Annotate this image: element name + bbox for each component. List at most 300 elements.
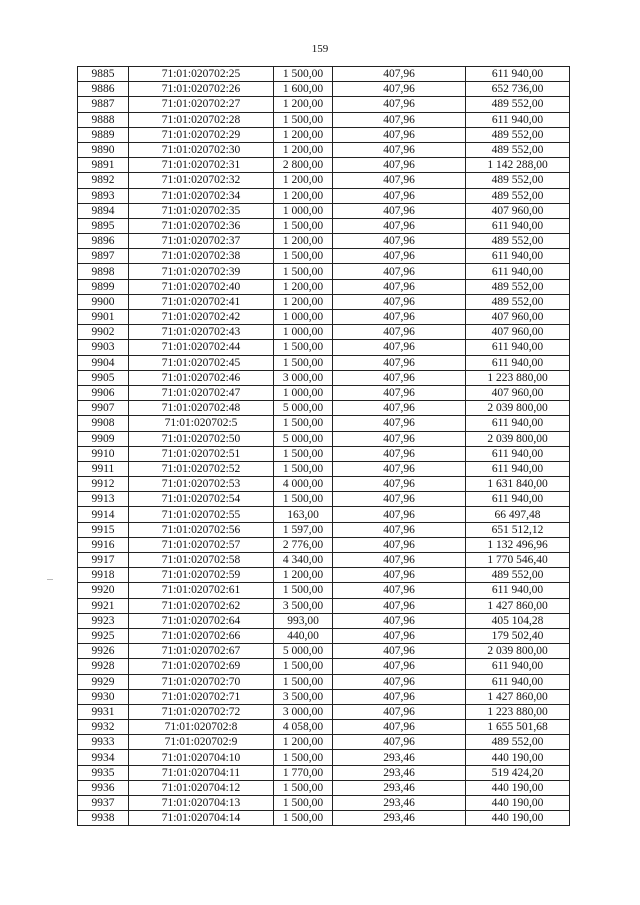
cadastral-number-cell: 71:01:020702:47 (129, 385, 274, 400)
area-cell: 1 500,00 (274, 264, 333, 279)
specific-value-cell: 407,96 (333, 385, 466, 400)
cadastral-value-cell: 489 552,00 (466, 127, 570, 142)
cadastral-value-cell: 489 552,00 (466, 568, 570, 583)
specific-value-cell: 407,96 (333, 598, 466, 613)
row-number-cell: 9915 (78, 522, 129, 537)
specific-value-cell: 407,96 (333, 67, 466, 82)
row-number-cell: 9912 (78, 477, 129, 492)
area-cell: 1 200,00 (274, 127, 333, 142)
specific-value-cell: 407,96 (333, 158, 466, 173)
row-number-cell: 9894 (78, 203, 129, 218)
cadastral-number-cell: 71:01:020702:44 (129, 340, 274, 355)
row-number-cell: 9891 (78, 158, 129, 173)
table-row (78, 507, 570, 522)
specific-value-cell: 407,96 (333, 249, 466, 264)
area-cell: 5 000,00 (274, 431, 333, 446)
row-number-cell: 9903 (78, 340, 129, 355)
area-cell: 1 200,00 (274, 173, 333, 188)
specific-value-cell: 407,96 (333, 310, 466, 325)
area-cell: 1 000,00 (274, 310, 333, 325)
table-row (78, 689, 570, 704)
area-cell: 4 000,00 (274, 477, 333, 492)
cadastral-value-cell: 489 552,00 (466, 735, 570, 750)
cadastral-number-cell: 71:01:020702:59 (129, 568, 274, 583)
row-number-cell: 9890 (78, 142, 129, 157)
cadastral-value-cell: 489 552,00 (466, 188, 570, 203)
table-body (78, 67, 570, 826)
table-row (78, 173, 570, 188)
table-row (78, 234, 570, 249)
cadastral-number-cell: 71:01:020702:56 (129, 522, 274, 537)
table-row (78, 67, 570, 82)
cadastral-value-cell: 489 552,00 (466, 294, 570, 309)
table-row (78, 750, 570, 765)
cadastral-value-cell: 1 142 288,00 (466, 158, 570, 173)
row-number-cell: 9926 (78, 644, 129, 659)
cadastral-number-cell: 71:01:020702:35 (129, 203, 274, 218)
area-cell: 1 500,00 (274, 659, 333, 674)
specific-value-cell: 407,96 (333, 234, 466, 249)
table-row (78, 416, 570, 431)
cadastral-value-cell: 611 940,00 (466, 416, 570, 431)
row-number-cell: 9893 (78, 188, 129, 203)
row-number-cell: 9916 (78, 537, 129, 552)
cadastral-number-cell: 71:01:020702:64 (129, 613, 274, 628)
cadastral-value-cell: 2 039 800,00 (466, 401, 570, 416)
cadastral-value-cell: 407 960,00 (466, 310, 570, 325)
row-number-cell: 9935 (78, 765, 129, 780)
cadastral-value-cell: 489 552,00 (466, 97, 570, 112)
cadastral-number-cell: 71:01:020702:42 (129, 310, 274, 325)
row-number-cell: 9909 (78, 431, 129, 446)
cadastral-value-cell: 611 940,00 (466, 492, 570, 507)
row-number-cell: 9898 (78, 264, 129, 279)
cadastral-value-cell: 611 940,00 (466, 340, 570, 355)
table-row (78, 780, 570, 795)
specific-value-cell: 293,46 (333, 750, 466, 765)
cadastral-number-cell: 71:01:020702:5 (129, 416, 274, 431)
cadastral-value-cell: 652 736,00 (466, 82, 570, 97)
area-cell: 1 200,00 (274, 735, 333, 750)
area-cell: 1 000,00 (274, 203, 333, 218)
row-number-cell: 9885 (78, 67, 129, 82)
row-number-cell: 9923 (78, 613, 129, 628)
area-cell: 2 776,00 (274, 537, 333, 552)
cadastral-number-cell: 71:01:020702:67 (129, 644, 274, 659)
cadastral-value-cell: 440 190,00 (466, 750, 570, 765)
specific-value-cell: 407,96 (333, 446, 466, 461)
row-number-cell: 9901 (78, 310, 129, 325)
cadastral-value-cell: 1 427 860,00 (466, 689, 570, 704)
specific-value-cell: 407,96 (333, 477, 466, 492)
table-row (78, 325, 570, 340)
table-row (78, 294, 570, 309)
row-number-cell: 9913 (78, 492, 129, 507)
cadastral-value-cell: 611 940,00 (466, 446, 570, 461)
cadastral-number-cell: 71:01:020702:29 (129, 127, 274, 142)
row-number-cell: 9908 (78, 416, 129, 431)
row-number-cell: 9904 (78, 355, 129, 370)
cadastral-number-cell: 71:01:020704:11 (129, 765, 274, 780)
cadastral-number-cell: 71:01:020702:9 (129, 735, 274, 750)
specific-value-cell: 407,96 (333, 325, 466, 340)
row-number-cell: 9929 (78, 674, 129, 689)
cadastral-number-cell: 71:01:020702:71 (129, 689, 274, 704)
table-row (78, 203, 570, 218)
row-number-cell: 9937 (78, 796, 129, 811)
cadastral-number-cell: 71:01:020702:28 (129, 112, 274, 127)
row-number-cell: 9886 (78, 82, 129, 97)
area-cell: 4 058,00 (274, 720, 333, 735)
specific-value-cell: 407,96 (333, 735, 466, 750)
row-number-cell: 9921 (78, 598, 129, 613)
area-cell: 1 000,00 (274, 325, 333, 340)
cadastral-value-cell: 611 940,00 (466, 264, 570, 279)
specific-value-cell: 407,96 (333, 522, 466, 537)
cadastral-value-cell: 1 770 546,40 (466, 553, 570, 568)
cadastral-value-cell: 611 940,00 (466, 674, 570, 689)
specific-value-cell: 407,96 (333, 553, 466, 568)
specific-value-cell: 407,96 (333, 340, 466, 355)
cadastral-number-cell: 71:01:020702:70 (129, 674, 274, 689)
table-row (78, 811, 570, 826)
area-cell: 1 500,00 (274, 112, 333, 127)
cadastral-value-cell: 611 940,00 (466, 249, 570, 264)
table-row (78, 796, 570, 811)
area-cell: 1 597,00 (274, 522, 333, 537)
cadastral-number-cell: 71:01:020702:8 (129, 720, 274, 735)
row-number-cell: 9889 (78, 127, 129, 142)
specific-value-cell: 407,96 (333, 644, 466, 659)
table-row (78, 355, 570, 370)
specific-value-cell: 407,96 (333, 82, 466, 97)
area-cell: 1 200,00 (274, 97, 333, 112)
cadastral-value-cell: 611 940,00 (466, 583, 570, 598)
area-cell: 1 500,00 (274, 340, 333, 355)
cadastral-number-cell: 71:01:020702:72 (129, 704, 274, 719)
cadastral-value-cell: 440 190,00 (466, 780, 570, 795)
row-number-cell: 9910 (78, 446, 129, 461)
area-cell: 1 200,00 (274, 188, 333, 203)
row-number-cell: 9938 (78, 811, 129, 826)
cadastral-number-cell: 71:01:020704:13 (129, 796, 274, 811)
row-number-cell: 9895 (78, 218, 129, 233)
cadastral-number-cell: 71:01:020702:43 (129, 325, 274, 340)
area-cell: 3 000,00 (274, 370, 333, 385)
specific-value-cell: 407,96 (333, 507, 466, 522)
cadastral-value-cell: 611 940,00 (466, 112, 570, 127)
table-row (78, 492, 570, 507)
specific-value-cell: 407,96 (333, 142, 466, 157)
specific-value-cell: 407,96 (333, 127, 466, 142)
cadastral-value-cell: 489 552,00 (466, 142, 570, 157)
table-row (78, 385, 570, 400)
specific-value-cell: 407,96 (333, 279, 466, 294)
specific-value-cell: 407,96 (333, 188, 466, 203)
area-cell: 1 000,00 (274, 385, 333, 400)
area-cell: 5 000,00 (274, 401, 333, 416)
row-number-cell: 9906 (78, 385, 129, 400)
table-row (78, 142, 570, 157)
row-number-cell: 9917 (78, 553, 129, 568)
cadastral-value-cell: 489 552,00 (466, 279, 570, 294)
cadastral-number-cell: 71:01:020702:46 (129, 370, 274, 385)
table-row (78, 674, 570, 689)
specific-value-cell: 407,96 (333, 583, 466, 598)
cadastral-number-cell: 71:01:020702:27 (129, 97, 274, 112)
cadastral-value-cell: 611 940,00 (466, 67, 570, 82)
row-number-cell: 9900 (78, 294, 129, 309)
area-cell: 1 500,00 (274, 492, 333, 507)
table-row (78, 553, 570, 568)
cadastral-number-cell: 71:01:020702:58 (129, 553, 274, 568)
cadastral-value-cell: 440 190,00 (466, 811, 570, 826)
area-cell: 1 200,00 (274, 568, 333, 583)
cadastral-number-cell: 71:01:020702:32 (129, 173, 274, 188)
cadastral-number-cell: 71:01:020702:36 (129, 218, 274, 233)
cadastral-value-cell: 1 655 501,68 (466, 720, 570, 735)
row-number-cell: 9896 (78, 234, 129, 249)
cadastral-value-cell: 651 512,12 (466, 522, 570, 537)
cadastral-number-cell: 71:01:020702:30 (129, 142, 274, 157)
area-cell: 1 200,00 (274, 142, 333, 157)
specific-value-cell: 407,96 (333, 537, 466, 552)
table-row (78, 249, 570, 264)
row-number-cell: 9933 (78, 735, 129, 750)
specific-value-cell: 293,46 (333, 780, 466, 795)
table-row (78, 537, 570, 552)
area-cell: 1 200,00 (274, 234, 333, 249)
cadastral-value-cell: 66 497,48 (466, 507, 570, 522)
specific-value-cell: 407,96 (333, 97, 466, 112)
cadastral-number-cell: 71:01:020702:55 (129, 507, 274, 522)
cadastral-value-cell: 179 502,40 (466, 628, 570, 643)
table-row (78, 127, 570, 142)
specific-value-cell: 407,96 (333, 355, 466, 370)
area-cell: 2 800,00 (274, 158, 333, 173)
row-number-cell: 9928 (78, 659, 129, 674)
row-number-cell: 9907 (78, 401, 129, 416)
area-cell: 1 500,00 (274, 780, 333, 795)
cadastral-number-cell: 71:01:020702:37 (129, 234, 274, 249)
cadastral-value-cell: 1 132 496,96 (466, 537, 570, 552)
specific-value-cell: 407,96 (333, 401, 466, 416)
area-cell: 1 500,00 (274, 416, 333, 431)
cadastral-value-cell: 611 940,00 (466, 355, 570, 370)
row-number-cell: 9918 (78, 568, 129, 583)
area-cell: 163,00 (274, 507, 333, 522)
table-row (78, 735, 570, 750)
specific-value-cell: 293,46 (333, 765, 466, 780)
area-cell: 3 500,00 (274, 598, 333, 613)
area-cell: 1 500,00 (274, 583, 333, 598)
table-row (78, 431, 570, 446)
area-cell: 1 500,00 (274, 750, 333, 765)
area-cell: 1 770,00 (274, 765, 333, 780)
cadastral-number-cell: 71:01:020702:38 (129, 249, 274, 264)
area-cell: 1 500,00 (274, 461, 333, 476)
table-row (78, 644, 570, 659)
table-row (78, 720, 570, 735)
page-number: 159 (311, 43, 329, 55)
cadastral-number-cell: 71:01:020702:61 (129, 583, 274, 598)
specific-value-cell: 407,96 (333, 431, 466, 446)
area-cell: 3 000,00 (274, 704, 333, 719)
cadastral-number-cell: 71:01:020702:54 (129, 492, 274, 507)
row-number-cell: 9925 (78, 628, 129, 643)
table-row (78, 112, 570, 127)
area-cell: 1 500,00 (274, 67, 333, 82)
row-number-cell: 9930 (78, 689, 129, 704)
cadastral-value-cell: 2 039 800,00 (466, 431, 570, 446)
table-row (78, 218, 570, 233)
cadastral-value-cell: 1 427 860,00 (466, 598, 570, 613)
table-row (78, 659, 570, 674)
specific-value-cell: 407,96 (333, 720, 466, 735)
area-cell: 1 500,00 (274, 355, 333, 370)
cadastral-value-cell: 407 960,00 (466, 325, 570, 340)
specific-value-cell: 407,96 (333, 492, 466, 507)
table-row (78, 522, 570, 537)
specific-value-cell: 407,96 (333, 173, 466, 188)
area-cell: 1 500,00 (274, 796, 333, 811)
row-number-cell: 9932 (78, 720, 129, 735)
row-number-cell: 9899 (78, 279, 129, 294)
cadastral-number-cell: 71:01:020702:34 (129, 188, 274, 203)
area-cell: 1 200,00 (274, 279, 333, 294)
area-cell: 1 500,00 (274, 249, 333, 264)
area-cell: 440,00 (274, 628, 333, 643)
cadastral-value-cell: 611 940,00 (466, 461, 570, 476)
specific-value-cell: 407,96 (333, 689, 466, 704)
table-row (78, 97, 570, 112)
cadastral-value-cell: 1 223 880,00 (466, 704, 570, 719)
table-row (78, 765, 570, 780)
row-number-cell: 9902 (78, 325, 129, 340)
cadastral-value-cell: 2 039 800,00 (466, 644, 570, 659)
table-row (78, 704, 570, 719)
cadastral-number-cell: 71:01:020702:66 (129, 628, 274, 643)
cadastral-number-cell: 71:01:020702:25 (129, 67, 274, 82)
cadastral-value-cell: 440 190,00 (466, 796, 570, 811)
table-row (78, 628, 570, 643)
row-number-cell: 9892 (78, 173, 129, 188)
row-number-cell: 9920 (78, 583, 129, 598)
cadastral-number-cell: 71:01:020702:53 (129, 477, 274, 492)
cadastral-number-cell: 71:01:020702:41 (129, 294, 274, 309)
table-row (78, 340, 570, 355)
cadastral-value-cell: 519 424,20 (466, 765, 570, 780)
table-row (78, 446, 570, 461)
row-number-cell: 9897 (78, 249, 129, 264)
area-cell: 1 500,00 (274, 446, 333, 461)
table-row (78, 188, 570, 203)
specific-value-cell: 407,96 (333, 112, 466, 127)
area-cell: 4 340,00 (274, 553, 333, 568)
cadastral-number-cell: 71:01:020702:69 (129, 659, 274, 674)
cadastral-number-cell: 71:01:020702:57 (129, 537, 274, 552)
table-row (78, 598, 570, 613)
row-number-cell: 9914 (78, 507, 129, 522)
cadastral-number-cell: 71:01:020702:39 (129, 264, 274, 279)
cadastral-number-cell: 71:01:020702:52 (129, 461, 274, 476)
area-cell: 1 500,00 (274, 811, 333, 826)
table-row (78, 477, 570, 492)
specific-value-cell: 407,96 (333, 294, 466, 309)
cadastral-number-cell: 71:01:020702:51 (129, 446, 274, 461)
specific-value-cell: 407,96 (333, 416, 466, 431)
cadastral-number-cell: 71:01:020702:31 (129, 158, 274, 173)
area-cell: 993,00 (274, 613, 333, 628)
cadastral-number-cell: 71:01:020702:26 (129, 82, 274, 97)
cadastral-value-cell: 407 960,00 (466, 203, 570, 218)
cadastral-number-cell: 71:01:020702:48 (129, 401, 274, 416)
specific-value-cell: 407,96 (333, 568, 466, 583)
cadastral-number-cell: 71:01:020704:14 (129, 811, 274, 826)
margin-mark (47, 579, 53, 580)
row-number-cell: 9905 (78, 370, 129, 385)
table-row (78, 583, 570, 598)
table-row (78, 461, 570, 476)
specific-value-cell: 407,96 (333, 370, 466, 385)
specific-value-cell: 407,96 (333, 659, 466, 674)
area-cell: 1 600,00 (274, 82, 333, 97)
specific-value-cell: 293,46 (333, 811, 466, 826)
cadastral-value-cell: 611 940,00 (466, 218, 570, 233)
cadastral-value-cell: 489 552,00 (466, 173, 570, 188)
row-number-cell: 9887 (78, 97, 129, 112)
table-row (78, 158, 570, 173)
specific-value-cell: 407,96 (333, 704, 466, 719)
specific-value-cell: 407,96 (333, 218, 466, 233)
table-row (78, 82, 570, 97)
area-cell: 3 500,00 (274, 689, 333, 704)
specific-value-cell: 407,96 (333, 461, 466, 476)
row-number-cell: 9911 (78, 461, 129, 476)
cadastral-number-cell: 71:01:020704:12 (129, 780, 274, 795)
area-cell: 1 500,00 (274, 674, 333, 689)
cadastral-number-cell: 71:01:020702:50 (129, 431, 274, 446)
specific-value-cell: 407,96 (333, 613, 466, 628)
cadastral-value-cell: 407 960,00 (466, 385, 570, 400)
area-cell: 5 000,00 (274, 644, 333, 659)
specific-value-cell: 407,96 (333, 628, 466, 643)
cadastral-value-cell: 405 104,28 (466, 613, 570, 628)
table-row (78, 613, 570, 628)
cadastral-number-cell: 71:01:020702:45 (129, 355, 274, 370)
specific-value-cell: 407,96 (333, 264, 466, 279)
cadastral-value-cell: 611 940,00 (466, 659, 570, 674)
table-row (78, 310, 570, 325)
area-cell: 1 500,00 (274, 218, 333, 233)
cadastral-number-cell: 71:01:020704:10 (129, 750, 274, 765)
table-row (78, 279, 570, 294)
area-cell: 1 200,00 (274, 294, 333, 309)
table-row (78, 401, 570, 416)
specific-value-cell: 293,46 (333, 796, 466, 811)
table-row (78, 264, 570, 279)
cadastral-number-cell: 71:01:020702:40 (129, 279, 274, 294)
specific-value-cell: 407,96 (333, 203, 466, 218)
table-row (78, 370, 570, 385)
cadastral-number-cell: 71:01:020702:62 (129, 598, 274, 613)
row-number-cell: 9934 (78, 750, 129, 765)
specific-value-cell: 407,96 (333, 674, 466, 689)
row-number-cell: 9936 (78, 780, 129, 795)
cadastral-value-cell: 1 223 880,00 (466, 370, 570, 385)
row-number-cell: 9931 (78, 704, 129, 719)
cadastral-value-cell: 489 552,00 (466, 234, 570, 249)
